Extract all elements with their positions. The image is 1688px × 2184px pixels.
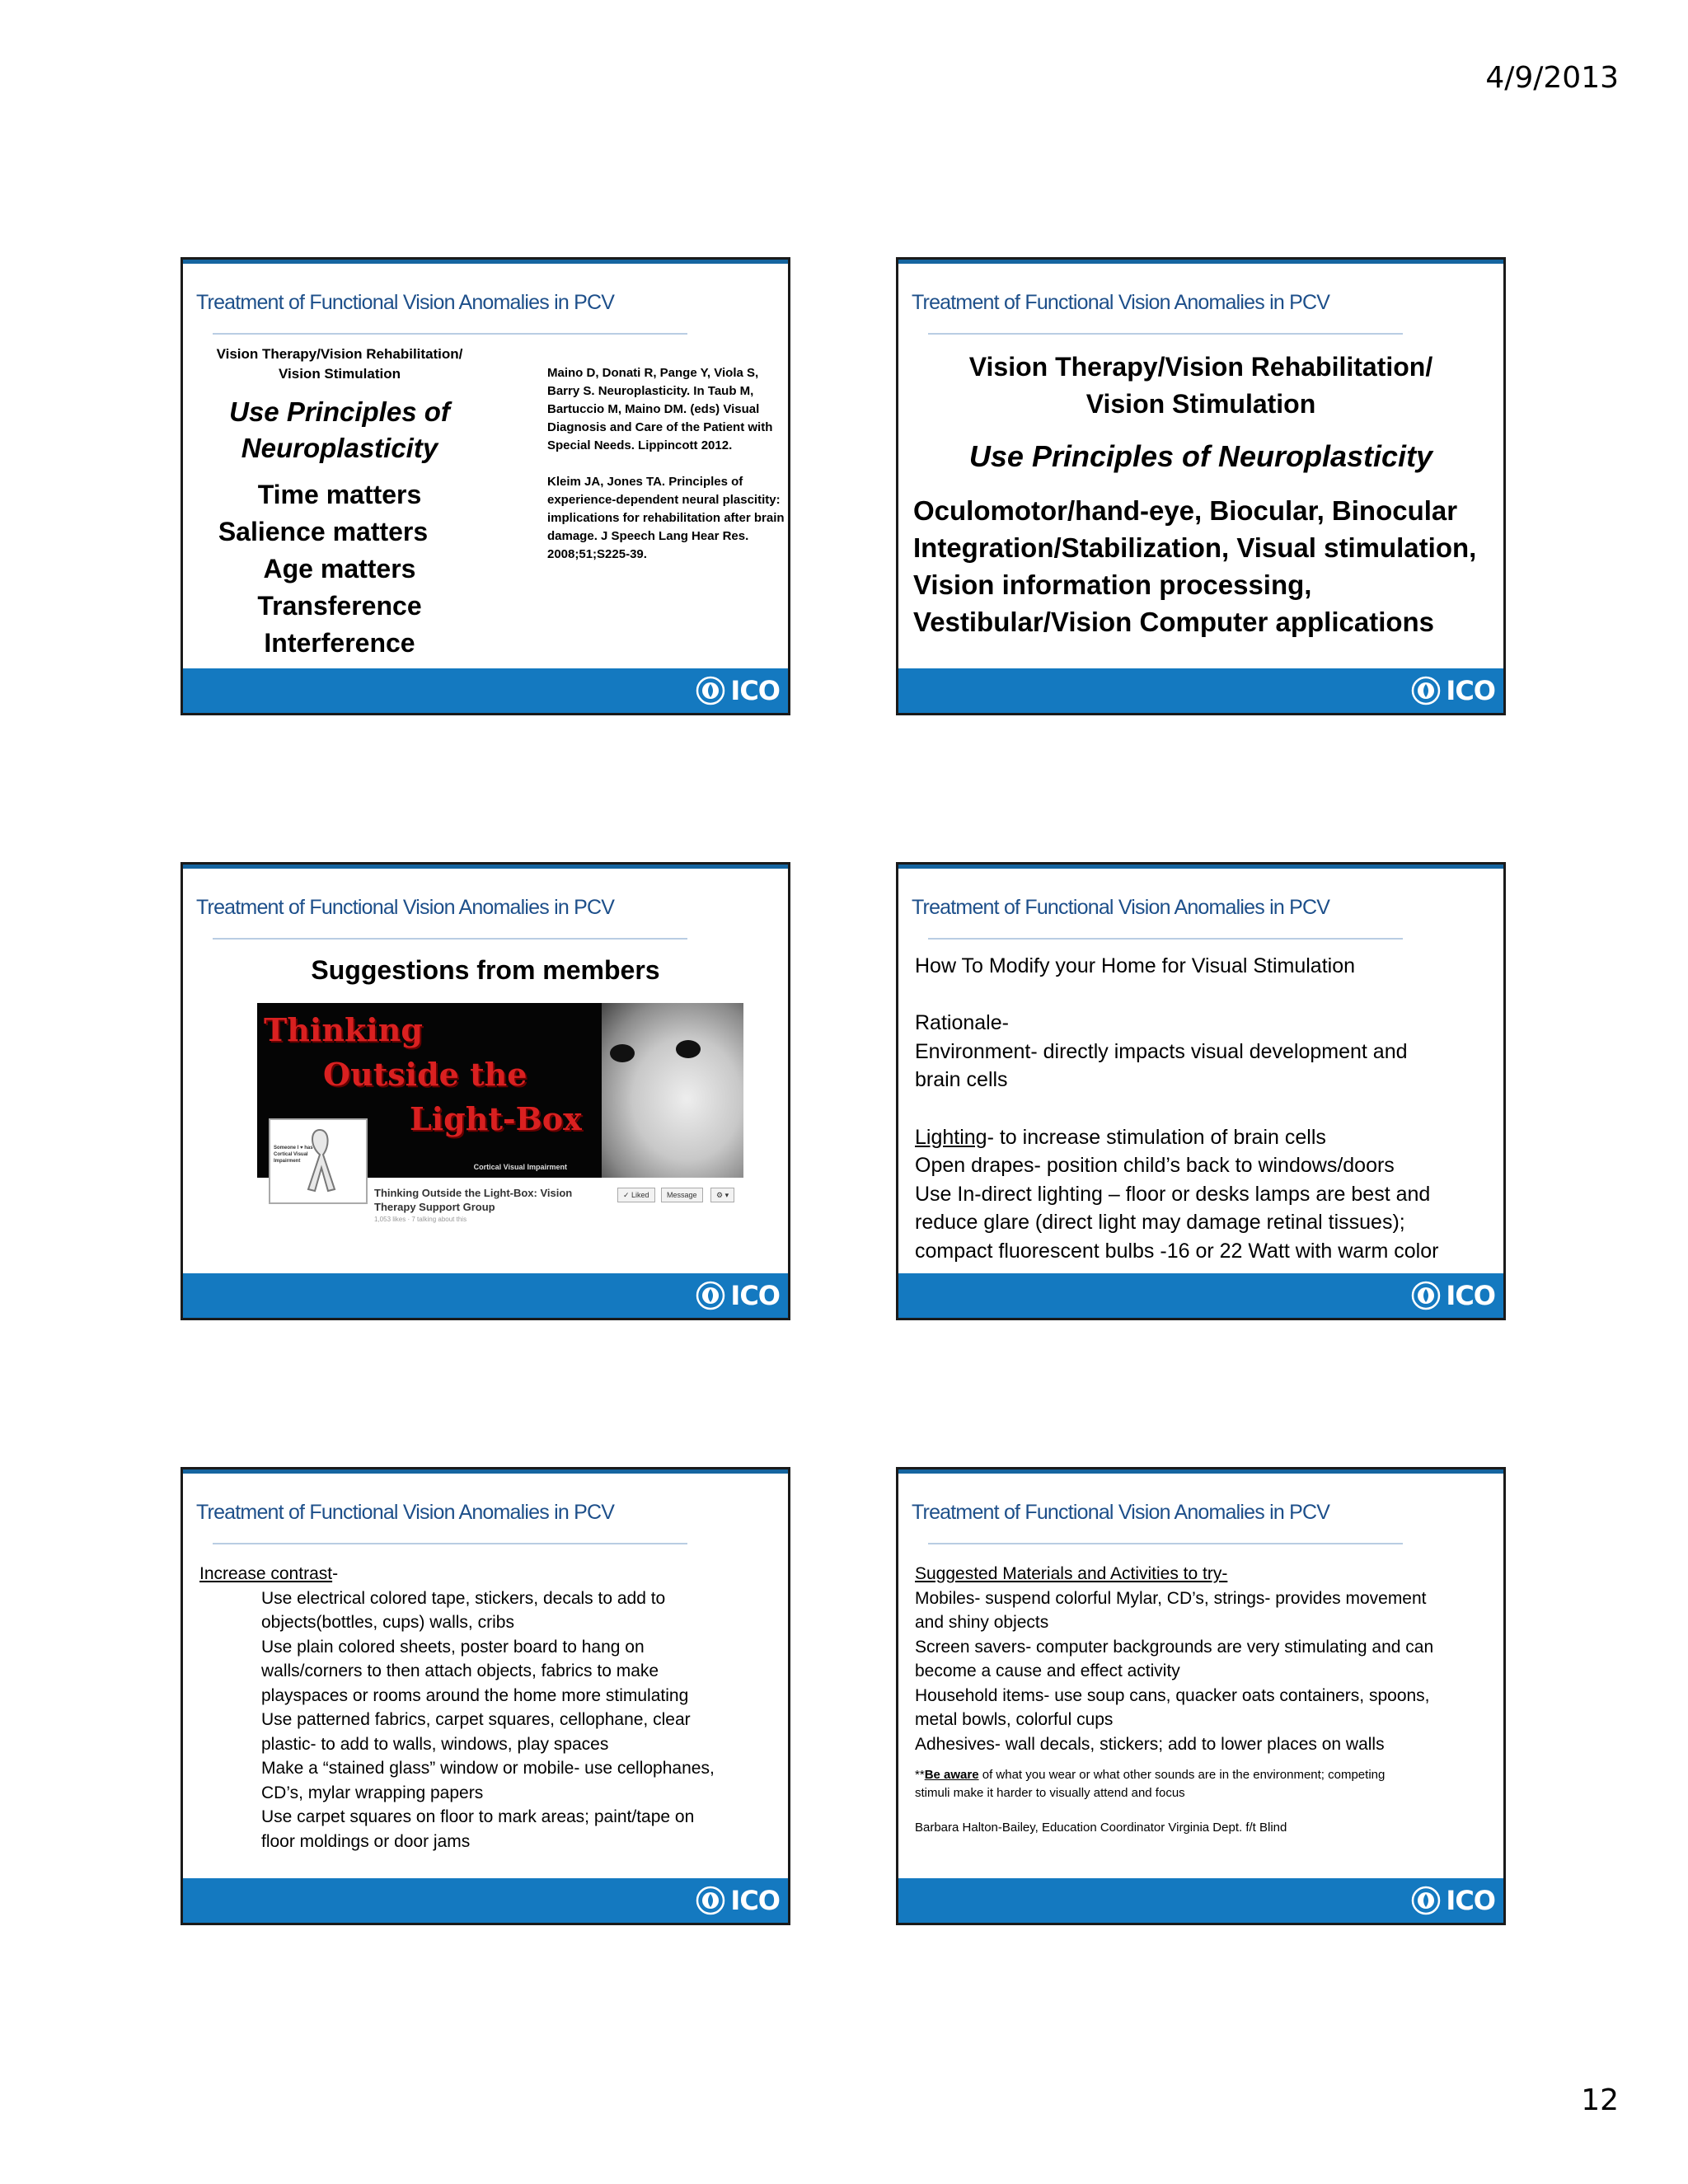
- body-line: Environment- directly impacts visual development and: [915, 1039, 1408, 1063]
- slide-footer: [898, 1273, 1503, 1318]
- slide6-heading: Suggested Materials and Activities to try-: [915, 1564, 1228, 1583]
- slide-title: Treatment of Functional Vision Anomalies in PCV: [196, 896, 615, 919]
- title-rule: [213, 938, 687, 940]
- slide1-main: [199, 344, 480, 662]
- slide1-heading-line2: Vision Stimulation: [279, 366, 401, 382]
- body-line: Integration/Stabilization, Visual stimulation,: [913, 532, 1477, 563]
- slide-4: [896, 862, 1506, 1320]
- lighting-rest: - to increase stimulation of brain cells: [987, 1125, 1326, 1149]
- reference-1: Maino D, Donati R, Pange Y, Viola S, Barry S. Neuroplasticity. In Taub M, Bartuccio M, Maino DM. (eds) Visual Diagnosis and Care of the Patient with Special Needs. Lippincott 2012.: [547, 366, 773, 452]
- title-rule: [213, 1543, 687, 1544]
- body-line: become a cause and effect activity: [915, 1661, 1180, 1680]
- banner-caption: Cortical Visual Impairment: [473, 1163, 567, 1171]
- slide1-heading: [199, 344, 480, 384]
- slide3-heading: Suggestions from members: [311, 955, 660, 985]
- group-likes: 1,053 likes · 7 talking about this: [374, 1216, 467, 1223]
- eye-shape: [676, 1040, 701, 1058]
- body-line: Rationale-: [915, 1011, 1009, 1035]
- slide-3: [181, 862, 790, 1320]
- body-line: Use patterned fabrics, carpet squares, cellophane, clear: [261, 1710, 691, 1729]
- group-name-line1: Thinking Outside the Light-Box: Vision: [374, 1187, 573, 1199]
- group-name: [374, 1186, 621, 1214]
- slide-title: Treatment of Functional Vision Anomalies in PCV: [196, 291, 615, 314]
- ico-logo: [1411, 675, 1495, 706]
- body-line: Use plain colored sheets, poster board to hang on: [261, 1637, 645, 1657]
- ico-emblem-icon: [1411, 1886, 1441, 1915]
- body-line: Screen savers- computer backgrounds are very stimulating and can: [915, 1637, 1434, 1657]
- slide-title: Treatment of Functional Vision Anomalies in PCV: [912, 1501, 1330, 1524]
- slide-1: [181, 257, 790, 715]
- reference-2: Kleim JA, Jones TA. Principles of experience-dependent neural plascitity: implications for rehabilitation after brain damage. J Speech Lang Hear Res. 2008;51;S225-39.: [547, 475, 785, 561]
- note-prefix: **: [915, 1768, 925, 1782]
- title-rule: [213, 333, 687, 335]
- slide2-heading-line2: Vision Stimulation: [1085, 389, 1316, 419]
- facebook-group-screenshot: [257, 1003, 743, 1230]
- title-rule: [928, 1543, 1403, 1544]
- slide-6: [896, 1467, 1506, 1925]
- note-rest: of what you wear or what other sounds are in the environment; competing: [978, 1768, 1386, 1782]
- logo-text: ICO: [730, 1280, 780, 1311]
- body-line: Household items- use soup cans, quacker oats containers, spoons,: [915, 1685, 1430, 1705]
- title-rule: [928, 938, 1403, 940]
- body-line: playspaces or rooms around the home more stimulating: [261, 1685, 689, 1705]
- slide6-body: [915, 1562, 1500, 1837]
- slide-footer: [183, 1273, 788, 1318]
- body-line: Open drapes- position child’s back to windows/doors: [915, 1154, 1395, 1178]
- logo-text: ICO: [1446, 1885, 1495, 1916]
- ico-emblem-icon: [1411, 676, 1441, 705]
- body-line: walls/corners to then attach objects, fabrics to make: [261, 1661, 659, 1680]
- body-line: Mobiles- suspend colorful Mylar, CD’s, strings- provides movement: [915, 1588, 1427, 1608]
- body-line: Make a “stained glass” window or mobile- use cellophanes,: [261, 1759, 715, 1778]
- slide5-heading: [199, 1562, 785, 1586]
- ico-emblem-icon: [696, 1886, 725, 1915]
- list-item: Transference: [257, 591, 422, 621]
- body-line: floor moldings or door jams: [261, 1831, 471, 1851]
- slide2-body: [913, 492, 1503, 640]
- child-face-photo: [602, 1003, 743, 1178]
- body-line: and shiny objects: [915, 1613, 1049, 1632]
- ico-logo: [1411, 1280, 1495, 1311]
- body-line: [915, 1094, 1500, 1123]
- logo-text: ICO: [730, 675, 780, 706]
- body-line: [915, 981, 1500, 1010]
- note-line2: stimuli make it harder to visually attend and focus: [915, 1786, 1185, 1800]
- body-line: compact fluorescent bulbs -16 or 22 Watt with warm color: [915, 1239, 1439, 1263]
- increase-contrast-label: Increase contrast: [199, 1564, 333, 1583]
- eye-shape: [610, 1044, 635, 1062]
- slide-2: [896, 257, 1506, 715]
- increase-contrast-rest: -: [332, 1564, 339, 1583]
- slide-footer: [898, 1878, 1503, 1923]
- slide2-heading: [898, 349, 1503, 423]
- note-bold: Be aware: [924, 1768, 979, 1782]
- ico-logo: [696, 1885, 780, 1916]
- title-rule: [928, 333, 1403, 335]
- slide-footer: [183, 668, 788, 713]
- banner-text: Thinking: [264, 1011, 423, 1048]
- liked-button[interactable]: ✓ Liked: [617, 1188, 655, 1202]
- slide1-heading-line1: Vision Therapy/Vision Rehabilitation/: [216, 346, 463, 362]
- slide-title: Treatment of Functional Vision Anomalies in PCV: [196, 1501, 615, 1524]
- body-line: Use carpet squares on floor to mark areas; paint/tape on: [261, 1807, 695, 1826]
- slide-5: [181, 1467, 790, 1925]
- slide1-principles-line1: Use Principles of: [229, 396, 450, 427]
- slide2-principles: Use Principles of Neuroplasticity: [968, 439, 1433, 473]
- body-line: brain cells: [915, 1068, 1008, 1092]
- body-line: Use electrical colored tape, stickers, decals to add to: [261, 1588, 666, 1608]
- logo-text: ICO: [730, 1885, 780, 1916]
- slide1-principles-line2: Neuroplasticity: [241, 433, 438, 463]
- slide-title: Treatment of Functional Vision Anomalies in PCV: [912, 896, 1330, 919]
- slide4-body: [915, 952, 1500, 1266]
- slide-footer: [898, 668, 1503, 713]
- lighting-line: [915, 1123, 1500, 1152]
- banner-text: Light-Box: [410, 1100, 582, 1137]
- page-number: 12: [1581, 2083, 1619, 2117]
- body-line: Oculomotor/hand-eye, Biocular, Binocular: [913, 495, 1458, 526]
- logo-text: ICO: [1446, 1280, 1495, 1311]
- banner-text: Outside the: [323, 1056, 528, 1093]
- body-line: Adhesives- wall decals, stickers; add to lower places on walls: [915, 1734, 1385, 1754]
- ico-emblem-icon: [1411, 1281, 1441, 1310]
- ico-logo: [696, 1280, 780, 1311]
- message-button[interactable]: Message: [661, 1188, 703, 1202]
- ico-logo: [1411, 1885, 1495, 1916]
- slide1-items: [199, 476, 480, 662]
- list-item: Time matters: [257, 480, 422, 509]
- ico-emblem-icon: [696, 1281, 725, 1310]
- body-line: How To Modify your Home for Visual Stimulation: [915, 954, 1356, 977]
- body-line: plastic- to add to walls, windows, play spaces: [261, 1734, 609, 1754]
- body-line: Vestibular/Vision Computer applications: [913, 607, 1435, 637]
- ico-emblem-icon: [696, 676, 725, 705]
- slide-title: Treatment of Functional Vision Anomalies in PCV: [912, 291, 1330, 314]
- slide1-principles: [199, 394, 480, 466]
- slide5-body: [199, 1562, 785, 1854]
- profile-picture: [269, 1118, 368, 1204]
- body-line: CD’s, mylar wrapping papers: [261, 1783, 484, 1802]
- ico-logo: [696, 675, 780, 706]
- page-date: 4/9/2013: [1485, 61, 1619, 95]
- body-line: Use In-direct lighting – floor or desks lamps are best and: [915, 1182, 1431, 1206]
- list-item: Interference: [264, 628, 415, 658]
- body-line: Vision information processing,: [913, 569, 1312, 600]
- settings-button[interactable]: ⚙ ▾: [710, 1188, 734, 1202]
- slide6-note: [915, 1766, 1500, 1802]
- slide-footer: [183, 1878, 788, 1923]
- body-line: reduce glare (direct light may damage retinal tissues);: [915, 1211, 1405, 1235]
- logo-text: ICO: [1446, 675, 1495, 706]
- list-item: Salience matters: [218, 517, 429, 546]
- slide2-heading-line1: Vision Therapy/Vision Rehabilitation/: [968, 352, 1433, 382]
- slide1-references: [547, 364, 786, 582]
- group-name-line2: Therapy Support Group: [374, 1201, 495, 1213]
- body-line: metal bowls, colorful cups: [915, 1710, 1114, 1729]
- list-item: Age matters: [263, 554, 416, 583]
- lighting-label: Lighting: [915, 1125, 987, 1149]
- body-line: objects(bottles, cups) walls, cribs: [261, 1613, 514, 1632]
- profile-text: Someone I ♥ has Cortical Visual Impairment: [274, 1146, 313, 1164]
- slide6-credit: Barbara Halton-Bailey, Education Coordinator Virginia Dept. f/t Blind: [915, 1821, 1287, 1835]
